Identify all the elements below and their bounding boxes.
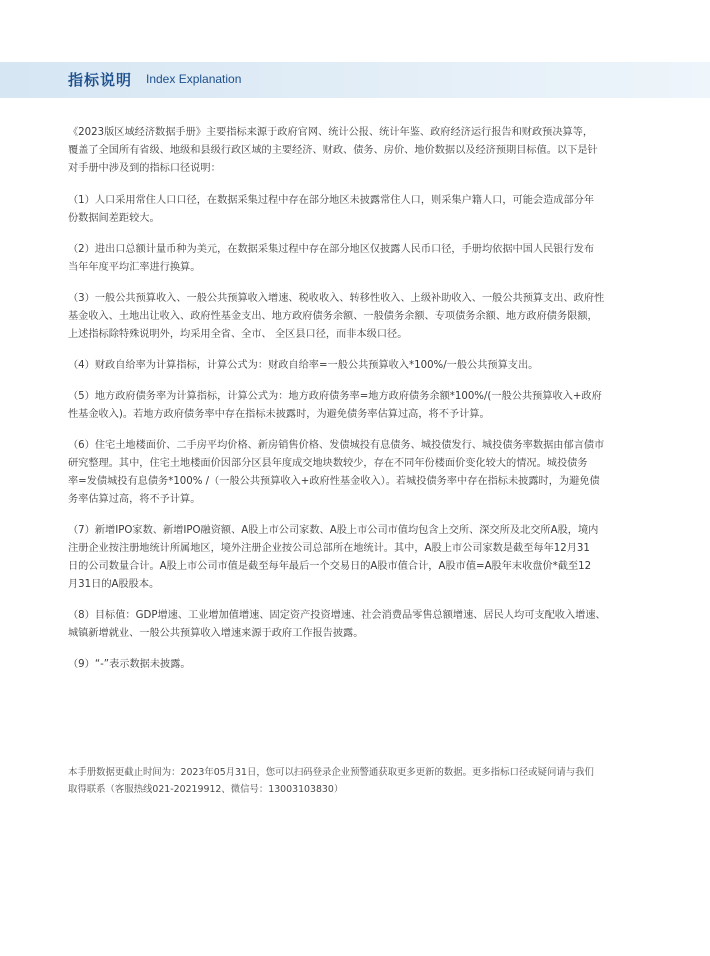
item-line: 性基金收入)。若地方政府债务率中存在指标未披露时，为避免债务率估算过高，将不予计算。	[68, 409, 490, 420]
section-title-english: Index Explanation	[146, 72, 242, 86]
intro-line: 覆盖了全国所有省级、地级和县级行政区域的主要经济、财政、债务、房价、地价数据以及经济预期目标值。以下是针	[68, 145, 598, 156]
item-line: 率=发债城投有息债务*100% /（一般公共预算收入+政府性基金收入）。若城投债务率中存在指标未披露时，为避免债	[68, 476, 600, 487]
item-line: 务率估算过高，将不予计算。	[68, 494, 201, 505]
explanation-item-5	[68, 388, 646, 424]
explanation-item-8	[68, 607, 646, 643]
item-line: 研究整理。其中，住宅土地楼面价因部分区县年度成交地块数较少，存在不同年份楼面价变化较大的情况。城投债务	[68, 458, 588, 469]
item-line: （4）财政自给率为计算指标，计算公式为：财政自给率=一般公共预算收入*100%/一般公共预算支出。	[68, 360, 539, 371]
main-content	[68, 124, 646, 687]
item-line: （6）住宅土地楼面价、二手房平均价格、新房销售价格、发债城投有息债务、城投债发行、城投债务率数据由郁言债市	[68, 440, 605, 451]
item-line: （2）进出口总额计量币种为美元，在数据采集过程中存在部分地区仅披露人民币口径，手册均依据中国人民银行发布	[68, 244, 595, 255]
item-line: （7）新增IPO家数、新增IPO融资额、A股上市公司家数、A股上市公司市值均包含上交所、深交所及北交所A股，境内	[68, 525, 599, 536]
footer-note	[68, 764, 648, 798]
explanation-item-1	[68, 192, 646, 228]
item-line: （9）“-”表示数据未披露。	[68, 659, 191, 670]
item-line: 注册企业按注册地统计所属地区，境外注册企业按公司总部所在地统计。其中，A股上市公司家数是截至每年12月31	[68, 543, 590, 554]
item-line: 月31日的A股股本。	[68, 579, 160, 590]
section-title-chinese: 指标说明	[68, 71, 133, 89]
item-line: 当年年度平均汇率进行换算。	[68, 262, 201, 273]
explanation-item-7	[68, 522, 646, 594]
item-line: 上述指标除特殊说明外，均采用全省、全市、 全区县口径，而非本级口径。	[68, 329, 408, 340]
intro-line: 对手册中涉及到的指标口径说明：	[68, 163, 221, 174]
item-line: 日的公司数量合计。A股上市公司市值是截至每年最后一个交易日的A股市值合计，A股市值=A股年末收盘价*截至12	[68, 561, 592, 572]
intro-line: 《2023版区域经济数据手册》主要指标来源于政府官网、统计公报、统计年鉴、政府经济运行报告和财政预决算等，	[68, 127, 594, 138]
explanation-item-3	[68, 290, 646, 344]
item-line: （1）人口采用常住人口口径，在数据采集过程中存在部分地区未披露常住人口，则采集户籍人口，可能会造成部分年	[68, 195, 595, 206]
footer-line: 本手册数据更截止时间为：2023年05月31日，您可以扫码登录企业预警通获取更多更新的数据。更多指标口径或疑问请与我们	[68, 767, 594, 778]
intro-paragraph	[68, 124, 646, 178]
item-line: （3）一般公共预算收入、一般公共预算收入增速、税收收入、转移性收入、上级补助收入、一般公共预算支出、政府性	[68, 293, 605, 304]
footer-line: 取得联系（客服热线021-20219912、微信号：13003103830）	[68, 784, 344, 795]
item-line: 份数据间差距较大。	[68, 213, 160, 224]
item-line: 城镇新增就业、一般公共预算收入增速来源于政府工作报告披露。	[68, 628, 364, 639]
explanation-item-9	[68, 656, 646, 674]
explanation-item-6	[68, 437, 646, 509]
explanation-item-2	[68, 241, 646, 277]
item-line: （5）地方政府债务率为计算指标，计算公式为：地方政府债务率=地方政府债务余额*100%/(一般公共预算收入+政府	[68, 391, 602, 402]
explanation-item-4	[68, 357, 646, 375]
item-line: （8）目标值：GDP增速、工业增加值增速、固定资产投资增速、社会消费品零售总额增速、居民人均可支配收入增速、	[68, 610, 606, 621]
item-line: 基金收入、土地出让收入、政府性基金支出、地方政府债务余额、一般债务余额、专项债务余额、地方政府债务限额，	[68, 311, 598, 322]
